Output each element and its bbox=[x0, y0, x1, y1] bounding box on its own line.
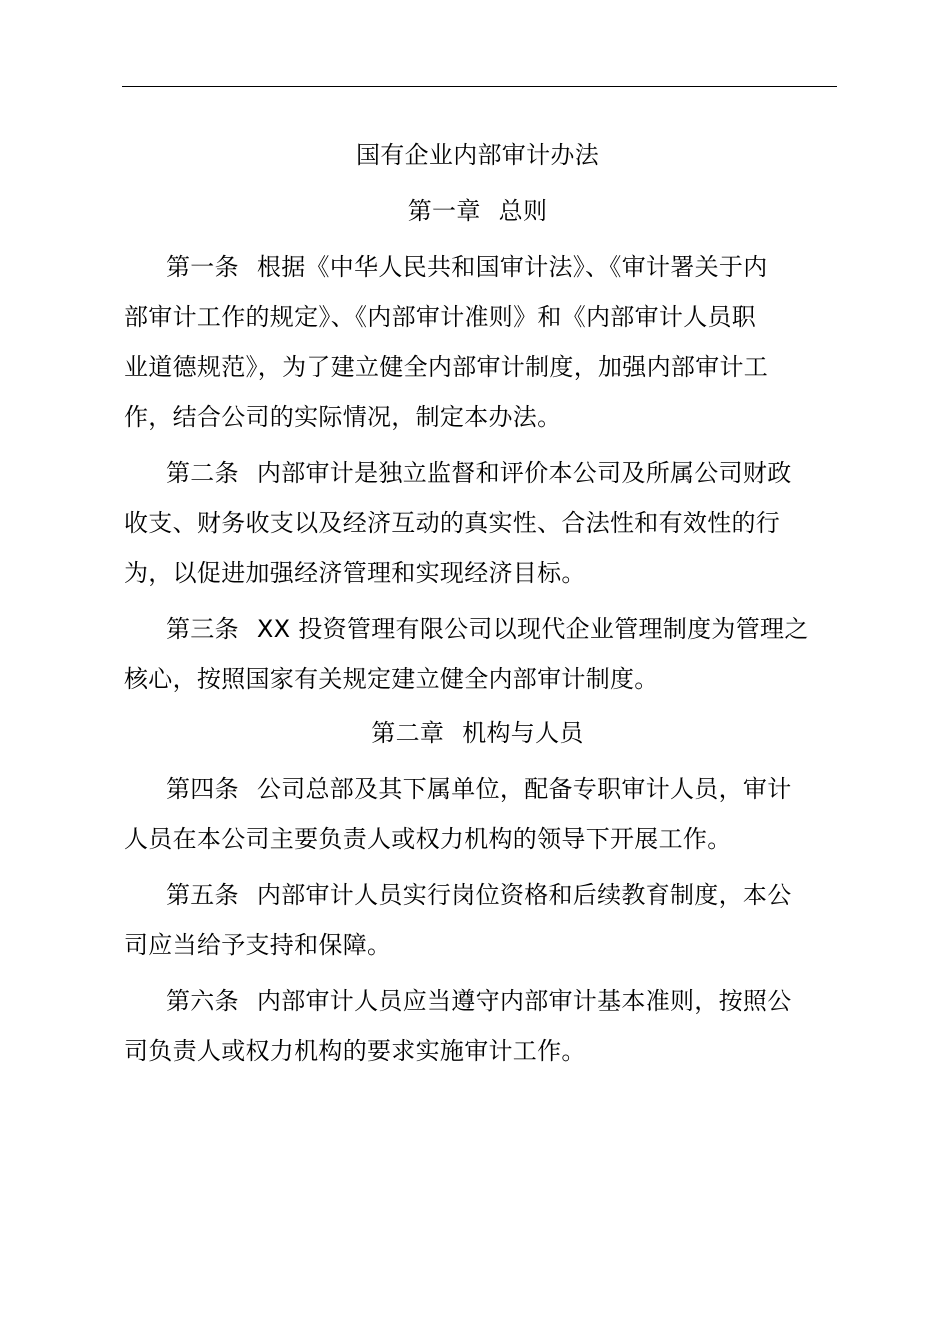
article-4-label: 第四条 bbox=[166, 775, 239, 803]
article-5-label: 第五条 bbox=[166, 881, 239, 909]
header-rule bbox=[122, 86, 837, 87]
article-2-line-2: 收支、财务收支以及经济互动的真实性、合法性和有效性的行 bbox=[124, 509, 781, 537]
article-3-line-1: 第三条 XX 投资管理有限公司以现代企业管理制度为管理之 bbox=[166, 615, 809, 643]
article-6-label: 第六条 bbox=[166, 987, 239, 1015]
article-2-line-3: 为，以促进加强经济管理和实现经济目标。 bbox=[124, 559, 586, 587]
chapter-2-name: 机构与人员 bbox=[462, 719, 584, 747]
document-title: 国有企业内部审计办法 bbox=[356, 141, 599, 169]
article-1-line-2: 部审计工作的规定》、《内部审计准则》和《内部审计人员职 bbox=[124, 303, 757, 331]
chapter-2-number: 第二章 bbox=[371, 719, 445, 747]
article-6-line-2: 司负责人或权力机构的要求实施审计工作。 bbox=[124, 1037, 586, 1065]
article-6-line-1: 第六条 内部审计人员应当遵守内部审计基本准则，按照公 bbox=[166, 987, 792, 1015]
article-5-line-2: 司应当给予支持和保障。 bbox=[124, 931, 392, 959]
article-2-label: 第二条 bbox=[166, 459, 239, 487]
article-2-line-1: 第二条 内部审计是独立监督和评价本公司及所属公司财政 bbox=[166, 459, 792, 487]
article-4-line-1: 第四条 公司总部及其下属单位，配备专职审计人员，审计 bbox=[166, 775, 792, 803]
chapter-1-number: 第一章 bbox=[407, 197, 481, 225]
chapter-1-name: 总则 bbox=[498, 197, 548, 225]
chapter-1-heading bbox=[120, 196, 835, 226]
article-1-line-3: 业道德规范》，为了建立健全内部审计制度，加强内部审计工 bbox=[124, 353, 769, 381]
article-1-line-4: 作，结合公司的实际情况，制定本办法。 bbox=[124, 403, 562, 431]
article-1-line-1: 第一条 根据《中华人民共和国审计法》、《审计署关于内 bbox=[166, 253, 768, 281]
article-1-label: 第一条 bbox=[166, 253, 239, 281]
article-3-line-2: 核心，按照国家有关规定建立健全内部审计制度。 bbox=[124, 665, 659, 693]
article-3-label: 第三条 bbox=[166, 615, 239, 643]
article-4-line-2: 人员在本公司主要负责人或权力机构的领导下开展工作。 bbox=[124, 825, 732, 853]
chapter-2-heading bbox=[120, 718, 835, 748]
article-5-line-1: 第五条 内部审计人员实行岗位资格和后续教育制度，本公 bbox=[166, 881, 792, 909]
